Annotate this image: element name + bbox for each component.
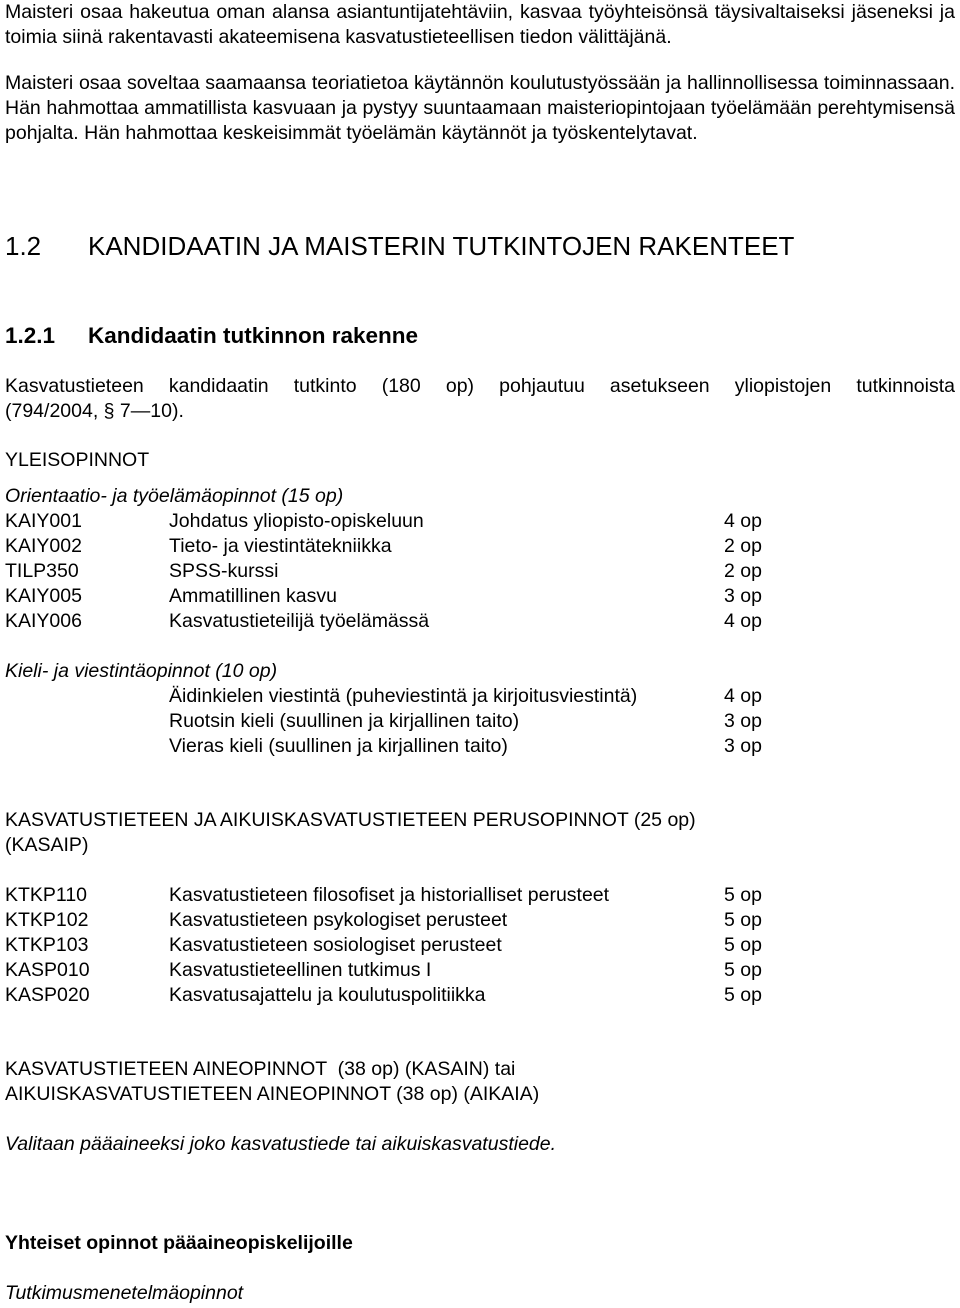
course-credits: 3 op — [724, 735, 762, 757]
structure-text-line-1: Kasvatustieteen kandidaatin tutkinto (180 op) pohjautuu asetukseen yliopistojen tutkinnoista — [5, 375, 955, 397]
course-credits: 4 op — [724, 510, 762, 532]
course-credits: 4 op — [724, 610, 762, 632]
course-name: Kasvatustieteen sosiologiset perusteet — [169, 934, 502, 956]
course-credits: 5 op — [724, 959, 762, 981]
course-name: Äidinkielen viestintä (puheviestintä ja kirjoitusviestintä) — [169, 685, 638, 707]
section-title: KANDIDAATIN JA MAISTERIN TUTKINTOJEN RAKENTEET — [88, 231, 795, 261]
course-credits: 3 op — [724, 585, 762, 607]
basic-studies-heading-line-1: KASVATUSTIETEEN JA AIKUISKASVATUSTIETEEN PERUSOPINNOT (25 op) — [5, 809, 696, 831]
language-title: Kieli- ja viestintäopinnot (10 op) — [5, 660, 278, 682]
section-number: 1.2 — [5, 231, 42, 261]
course-name: SPSS-kurssi — [169, 560, 279, 582]
course-name: Vieras kieli (suullinen ja kirjallinen taito) — [169, 735, 508, 757]
course-name: Kasvatustieteen psykologiset perusteet — [169, 909, 508, 931]
subsection-title: Kandidaatin tutkinnon rakenne — [88, 323, 419, 348]
course-code: KTKP102 — [5, 909, 89, 931]
subsection-number: 1.2.1 — [5, 323, 56, 348]
course-name: Kasvatustieteen filosofiset ja historialliset perusteet — [169, 884, 610, 906]
course-code: KAIY002 — [5, 535, 82, 557]
course-credits: 5 op — [724, 984, 762, 1006]
course-name: Kasvatusajattelu ja koulutuspolitiikka — [169, 984, 486, 1006]
course-code: KAIY006 — [5, 610, 82, 632]
intro-paragraph-1: Maisteri osaa hakeutua oman alansa asiantuntijatehtäviin, kasvaa työyhteisönsä täysivaltaiseksi jäseneksi ja toimia siinä rakentavasti akateemisena kasvatustieteellisen tiedon välittäjänä. — [5, 1, 955, 48]
course-credits: 2 op — [724, 535, 762, 557]
intro-paragraph-2: Maisteri osaa soveltaa saamaansa teoriatietoa käytännön koulutustyössään ja hallinnollisessa toiminnassaan. Hän hahmottaa ammatillista kasvuaan ja pystyy suuntaamaan maisteriopintojaan työelämään perehtymisensä pohjalta. Hän hahmottaa keskeisimmät työelämän käytännöt ja työskentelytavat. — [5, 72, 955, 144]
orientation-title: Orientaatio- ja työelämäopinnot (15 op) — [5, 485, 344, 507]
course-credits: 5 op — [724, 884, 762, 906]
course-name: Ruotsin kieli (suullinen ja kirjallinen taito) — [169, 710, 520, 732]
course-credits: 3 op — [724, 710, 762, 732]
subject-studies-note: Valitaan pääaineeksi joko kasvatustiede tai aikuiskasvatustiede. — [5, 1133, 557, 1155]
structure-text-line-2: (794/2004, § 7—10). — [5, 400, 184, 422]
course-credits: 5 op — [724, 934, 762, 956]
course-credits: 4 op — [724, 685, 762, 707]
course-code: TILP350 — [5, 560, 79, 582]
basic-studies-heading-line-2: (KASAIP) — [5, 834, 89, 856]
course-code: KASP010 — [5, 959, 90, 981]
course-code: KASP020 — [5, 984, 90, 1006]
course-credits: 5 op — [724, 909, 762, 931]
course-name: Kasvatustieteilijä työelämässä — [169, 610, 430, 632]
course-credits: 2 op — [724, 560, 762, 582]
course-code: KAIY005 — [5, 585, 82, 607]
course-name: Ammatillinen kasvu — [169, 585, 337, 607]
section-heading — [5, 230, 794, 262]
common-studies-heading: Yhteiset opinnot pääaineopiskelijoille — [5, 1232, 353, 1254]
course-code: KAIY001 — [5, 510, 82, 532]
subject-studies-heading-line-1: KASVATUSTIETEEN AINEOPINNOT (38 op) (KASAIN) tai — [5, 1058, 516, 1080]
general-studies-heading: YLEISOPINNOT — [5, 449, 150, 471]
course-code: KTKP103 — [5, 934, 89, 956]
course-name: Johdatus yliopisto-opiskeluun — [169, 510, 424, 532]
subsection-heading — [5, 322, 418, 350]
common-studies-subheading: Tutkimusmenetelmäopinnot — [5, 1282, 244, 1304]
course-code: KTKP110 — [5, 884, 88, 906]
subject-studies-heading-line-2: AIKUISKASVATUSTIETEEN AINEOPINNOT (38 op) (AIKAIA) — [5, 1083, 540, 1105]
course-name: Kasvatustieteellinen tutkimus I — [169, 959, 432, 981]
course-name: Tieto- ja viestintätekniikka — [169, 535, 392, 557]
